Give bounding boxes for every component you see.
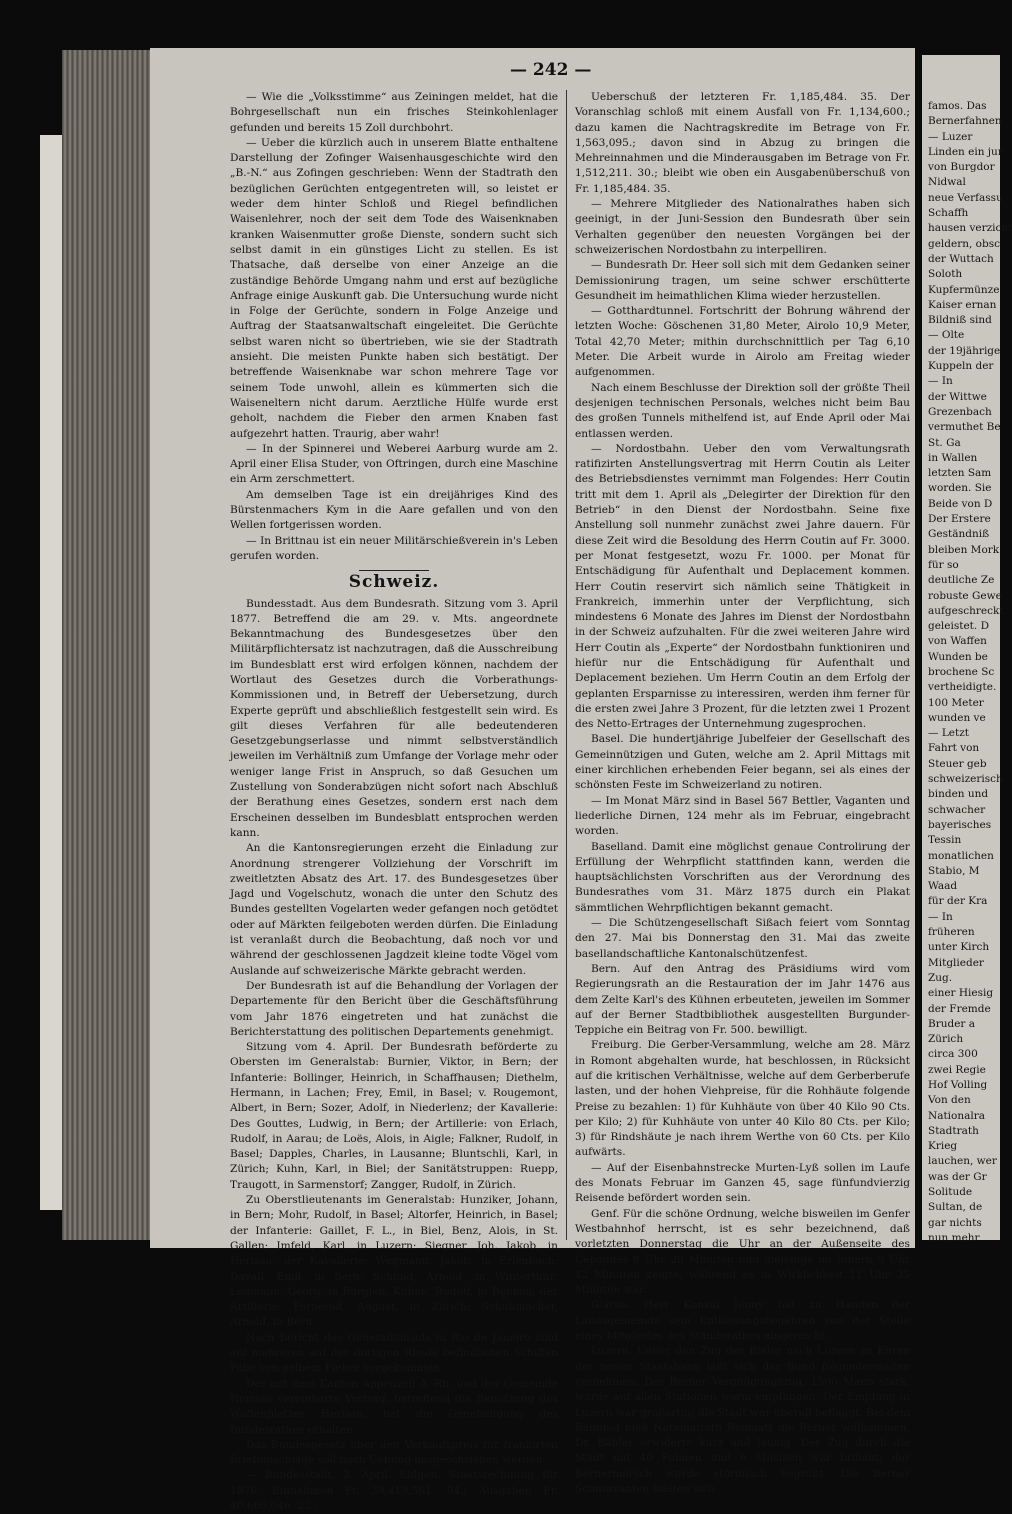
section-divider	[359, 570, 429, 571]
column-right-articles	[575, 90, 910, 1497]
facing-page-line: wunden ve	[922, 711, 1000, 726]
facing-page-line: vertheidigte.	[922, 680, 1000, 695]
facing-page-line: der Wittwe	[922, 390, 1000, 405]
article-paragraph: An die Kantonsregierungen erzeht die Einladung zur Anordnung strengerer Vollziehung der Vorschrift im zweitletzten Absatz des Art. 17. des Bundesgesetzes über Jagd und Vogelschutz, wonach die unter den Schutz des Bundes gestellten Vogelarten weder gefangen noch getödtet oder auf Märkten feilgeboten werden dürfen. Die Einladung ist veranlaßt durch die Beobachtung, daß noch vor und während der geschlossenen Jagdzeit kleine todte Vögel vom Auslande auf schweizerische Märkte gebracht werden.	[230, 841, 558, 979]
facing-page-line: Stabio, M	[922, 864, 1000, 879]
facing-page-line: Wunden be	[922, 650, 1000, 665]
column-left-bottom-articles	[230, 597, 558, 1514]
article-paragraph: — Gotthardtunnel. Fortschritt der Bohrung während der letzten Woche: Göschenen 31,80 Meter, Airolo 10,9 Meter, Total 42,70 Meter; mithin durchschnittlich per Tag 6,10 Meter. Die Arbeit wurde in Airolo am Freitag wieder aufgenommen.	[575, 304, 910, 380]
facing-page-line: Steuer geb	[922, 757, 1000, 772]
article-paragraph: Freiburg. Die Gerber-Versammlung, welche am 28. März in Romont abgehalten wurde, hat beschlossen, in Rücksicht auf die kritischen Verhältnisse, welche auf dem Gerberberufe lasten, und der hohen Viehpreise, für die Rohhäute folgende Preise zu bezahlen: 1) für Kuhhäute von über 40 Kilo 90 Cts. per Kilo; 2) für Kuhhäute von unter 40 Kilo 80 Cts. per Kilo; 3) für Rindshäute je nach ihrem Werthe von 60 Cts. per Kilo aufwärts.	[575, 1038, 910, 1160]
facing-page-line: der Wuttach	[922, 252, 1000, 267]
facing-page-line: der 19jährige	[922, 344, 1000, 359]
article-paragraph: — Bundesrath Dr. Heer soll sich mit dem Gedanken seiner Demissionirung tragen, um seine schwer erschütterte Gesundheit im heimathlichen Klima wieder herzustellen.	[575, 258, 910, 304]
facing-page-line: zwei Regie	[922, 1063, 1000, 1078]
column-left	[230, 90, 558, 1514]
facing-page-line: Von den	[922, 1093, 1000, 1108]
facing-page-line: lauchen, wer	[922, 1154, 1000, 1169]
article-paragraph: Der Bundesrath ist auf die Behandlung der Vorlagen der Departemente für den Bericht über die Geschäftsführung vom Jahr 1876 eingetreten und hat zunächst die Berichterstattung des politischen Departements genehmigt.	[230, 979, 558, 1040]
facing-page-line: früheren	[922, 925, 1000, 940]
facing-page-line: in Wallen	[922, 451, 1000, 466]
article-paragraph: Sitzung vom 4. April. Der Bundesrath beförderte zu Obersten im Generalstab: Burnier, Viktor, in Bern; der Infanterie: Bollinger, Heinrich, in Schaffhausen; Diethelm, Hermann, in Lachen; Frey, Emil, in Basel; v. Rougemont, Albert, in Bern; Sozer, Adolf, in Niederlenz; der Kavallerie: Des Gouttes, Ludwig, in Bern; der Artillerie: von Erlach, Rudolf, in Aarau; de Loës, Alois, in Aigle; Falkner, Rudolf, in Basel; Dapples, Charles, in Lausanne; Bluntschli, Karl, in Zürich; Kuhn, Karl, in Biel; der Sanitätstruppen: Ruepp, Traugott, in Sarmenstorf; Zangger, Rudolf, in Zürich.	[230, 1040, 558, 1193]
facing-page-line: Fahrt von	[922, 741, 1000, 756]
page-number: — 242 —	[510, 60, 591, 80]
facing-page-line: gar nichts	[922, 1216, 1000, 1231]
facing-page-line: Hof Volling	[922, 1078, 1000, 1093]
article-paragraph: Glarus. Herr Konsul Jenny hat zu Handen der Landsgemeinde sein Entlassungsbegehren von der Stelle eines Mitgliedes des Ständerathes eingereicht.	[575, 1298, 910, 1344]
book-page-stack-left	[40, 135, 64, 1210]
article-paragraph: Basel. Die hundertjährige Jubelfeier der Gesellschaft des Gemeinnützigen und Guten, welche am 2. April Mittags mit einer kirchlichen erhebenden Feier begann, sei als eines der schönsten Feste im Schweizerland zu notiren.	[575, 732, 910, 793]
facing-page-line: schwacher	[922, 803, 1000, 818]
facing-page-line: von Waffen	[922, 634, 1000, 649]
facing-page-line: einer Hiesig	[922, 986, 1000, 1001]
column-left-top-articles	[230, 90, 558, 564]
article-paragraph: — Bundesstadt, 2. April. Eidgen. Staatsrechnung für 1876. Einnahmen Fr. 39,419,561. 94.; Ausgaben Fr. 40,605,046. 22.;	[230, 1468, 558, 1514]
facing-page-line: Nationalra	[922, 1109, 1000, 1124]
facing-page-line: neue Verfassu	[922, 191, 1000, 206]
facing-page-line: — Olte	[922, 328, 1000, 343]
article-paragraph: — Mehrere Mitglieder des Nationalrathes haben sich geeinigt, in der Juni-Session den Bundesrath über sein Verhalten gegenüber den neuesten Vorgängen bei der schweizerischen Nordostbahn zu interpelliren.	[575, 197, 910, 258]
facing-page-line: letzten Sam	[922, 466, 1000, 481]
facing-page-line: circa 300	[922, 1047, 1000, 1062]
facing-page-line: hausen verzicht	[922, 221, 1000, 236]
facing-page-line: Stadtrath	[922, 1124, 1000, 1139]
facing-page-line: monatlichen	[922, 849, 1000, 864]
facing-page-line: Geständniß	[922, 527, 1000, 542]
facing-page-line: nun mehr	[922, 1231, 1000, 1246]
article-paragraph: — Wie die „Volksstimme“ aus Zeiningen meldet, hat die Bohrgesellschaft nun ein frisches Steinkohlenlager gefunden und bereits 15 Zoll durchbohrt.	[230, 90, 558, 136]
article-paragraph: — In der Spinnerei und Weberei Aarburg wurde am 2. April einer Elisa Studer, von Oftringen, durch eine Maschine ein Arm zerschmettert.	[230, 442, 558, 488]
article-paragraph: Das Bundesgesetz über den Verkaufspreis für frankirten Briefumschläge soll nach Uebung ausgeschrieben werden.	[230, 1438, 558, 1469]
facing-page-line: Beide von D	[922, 497, 1000, 512]
article-paragraph: — Auf der Eisenbahnstrecke Murten-Lyß sollen im Laufe des Monats Februar im Ganzen 45, sage fünfundvierzig Reisende befördert worden sein.	[575, 1161, 910, 1207]
facing-page-line: Bernerfahnen	[922, 114, 1000, 129]
facing-page-line: der Fremde	[922, 1002, 1000, 1017]
facing-page-line: für so	[922, 558, 1000, 573]
facing-page-line: für der Kra	[922, 894, 1000, 909]
facing-page-line: aufgeschreckt	[922, 604, 1000, 619]
article-paragraph: Luzern. Ueber den Zug der Bieler nach Luzern zu Ehren der neuen Staatsbahn läßt sich der Bund folgendermaßen vernehmen: Der Berner Vergnügungszug, 1500 Mann stark, wurde auf allen Stationen warm empfangen. Der Empfang in Luzern war großartig; die Stadt war überall beflaggt. Bei dem Bahnhof hieß Nationalrath Bonmatt die Berner willkommen. Dr. Bähler erwiderte kurz und launig. Der Zug durch die Stadt mit 40 Fahnen und 6 Musiken war brillant; der Bernermarsch wurde stürmisch begrüßt. Die Berner Schnurranten hielten sich	[575, 1344, 910, 1497]
facing-page-line: Krieg	[922, 1139, 1000, 1154]
article-paragraph: Ueberschuß der letzteren Fr. 1,185,484. 35. Der Voranschlag schloß mit einem Ausfall von Fr. 1,134,600.; dazu kamen die Nachtragskredite im Betrage von Fr. 1,563,095.; davon sind in Abzug zu bringen die Mehreinnahmen und die Minderausgaben im Betrage von Fr. 1,512,211. 30.; bleibt wie oben ein Ausgabenüberschuß von Fr. 1,185,484. 35.	[575, 90, 910, 197]
facing-page-line: schweizerisch	[922, 772, 1000, 787]
facing-page-line: geleistet. D	[922, 619, 1000, 634]
facing-page-line: von Burgdor	[922, 160, 1000, 175]
facing-page-line: Bruder a	[922, 1017, 1000, 1032]
article-paragraph: Baselland. Damit eine möglichst genaue Controlirung der Erfüllung der Wehrpflicht stattfinden kann, werden die hauptsächlichsten Vorschriften aus der Verordnung des Bundesrathes vom 31. März 1875 durch ein Plakat sämmtlichen Wehrpflichtigen bekannt gemacht.	[575, 840, 910, 916]
facing-page-line: Kupfermünze	[922, 283, 1000, 298]
facing-page-line: brochene Sc	[922, 665, 1000, 680]
article-paragraph: Nach einem Beschlusse der Direktion soll der größte Theil desjenigen technischen Personals, welches nicht beim Bau des großen Tunnels mithelfend ist, auf Ende April oder Mai entlassen werden.	[575, 381, 910, 442]
facing-page-line: Bildniß sind	[922, 313, 1000, 328]
facing-page-line: bayerisches	[922, 818, 1000, 833]
facing-page-line: Sultan, de	[922, 1200, 1000, 1215]
article-paragraph: — Im Monat März sind in Basel 567 Bettler, Vaganten und liederliche Dirnen, 124 mehr als im Februar, eingebracht worden.	[575, 794, 910, 840]
section-title: Schweiz.	[230, 575, 558, 590]
facing-page-line: Kaiser ernan	[922, 298, 1000, 313]
facing-page-line: — Luzer	[922, 130, 1000, 145]
book-page-edges	[62, 50, 158, 1240]
article-paragraph: Bundesstadt. Aus dem Bundesrath. Sitzung vom 3. April 1877. Betreffend die am 29. v. Mts. angeordnete Bekanntmachung des Bundesgesetzes über den Militärpflichtersatz ist nachzutragen, daß die Ausschreibung im Bundesblatt erst wird erfolgen können, nachdem der Wortlaut des Gesetzes durch die Vorberathungs-Kommissionen und, in Betreff der Uebersetzung, durch Experte geprüft und abschließlich festgestellt sein wird. Es gilt dieses Verfahren für alle bedeutenderen Gesetzgebungserlasse und nimmt selbstverständlich jeweilen im Verhältniß zum Umfange der Vorlage mehr oder weniger lange Frist in Anspruch, so daß Gesuchen um Zustellung von Sonderabzügen nicht sofort nach Abschluß der Berathung eines Gesetzes, sondern erst nach dem Erscheinen desselben im Bundesblatt entsprochen werden kann.	[230, 597, 558, 842]
article-paragraph: Bern. Auf den Antrag des Präsidiums wird vom Regierungsrath an die Restauration der im Jahr 1476 aus dem Zelte Karl's des Kühnen erbeuteten, jeweilen im Sommer auf der Berner Stadtbibliothek ausgestellten Burgunder-Teppiche ein Beitrag von Fr. 500. bewilligt.	[575, 962, 910, 1038]
facing-page-line: Grezenbach	[922, 405, 1000, 420]
facing-page-line: deutliche Ze	[922, 573, 1000, 588]
facing-page-line: famos. Das	[922, 99, 1000, 114]
article-paragraph: Zu Oberstlieutenants im Generalstab: Hunziker, Johann, in Bern; Mohr, Rudolf, in Basel; Altorfer, Heinrich, in Basel; der Infanterie: Gaillet, F. L., in Biel, Benz, Alois, in St. Gallen; Imfeld, Karl, in Luzern; Siegner, Joh. Jakob, in Herisau; der Kavallerie: Wegmann, Jakob, in Erlenbach; Davall, Emil, in Bern; Schmid, Arnold, in Winterthur; Leumann, Georg, in Bürglen; Kühne, Rudolf, in Benken; der Artillerie: Fornerod, August, in Zürich; Schuhmacher, Arnold, in Bern.	[230, 1193, 558, 1331]
facing-page-line: — In	[922, 910, 1000, 925]
article-paragraph: — Ueber die kürzlich auch in unserem Blatte enthaltene Darstellung der Zofinger Waisenhausgeschichte wird den „B.-N.“ aus Zofingen geschrieben: Wenn der Stadtrath den bezüglichen Gerüchten entgegentreten will, so leistet er weder dem hinter Schloß und Riegel befindlichen Waisenlehrer, noch der seit dem Tode des Waisenknaben kranken Waisenmutter große Dienste, sondern sucht sich selbst damit in ein günstiges Licht zu stellen. Es ist Thatsache, daß derselbe von einer Anzeige an die zuständige Behörde Umgang nahm und erst auf bezügliche Anfrage einige Auskunft gab. Die Untersuchung wurde nicht in Folge der Gerüchte, sondern in Folge Anzeige und Auftrag der Staatsanwaltschaft eingeleitet. Die Gerüchte selbst waren nicht so übertrieben, wie sie der Stadtrath ansieht. Die meisten Punkte haben sich bestätigt. Der betreffende Waisenknabe war schon mehrere Tage vor seinem Tode unwohl, allein es kümmerten sich die Waiseneltern nicht darum. Aerztliche Hülfe wurde erst geholt, nachdem die Fieber den armen Knaben fast aufgezehrt hatten. Traurig, aber wahr!	[230, 136, 558, 442]
facing-page-line: Zürich	[922, 1032, 1000, 1047]
facing-page-line: bleiben Mork	[922, 543, 1000, 558]
column-divider	[566, 90, 567, 1240]
facing-page-line: Waad	[922, 879, 1000, 894]
article-paragraph: — Die Schützengesellschaft Sißach feiert vom Sonntag den 27. Mai bis Donnerstag den 31. Mai das zweite basellandschaftliche Kantonalschützenfest.	[575, 916, 910, 962]
facing-page-line: Linden ein jur	[922, 145, 1000, 160]
article-paragraph: — Nordostbahn. Ueber den vom Verwaltungsrath ratifizirten Anstellungsvertrag mit Herrn Coutin als Leiter des Betriebsdienstes vernimmt man Folgendes: Herr Coutin tritt mit dem 1. April als „Delegirter der Direktion für den Betrieb“ in den Dienst der Nordostbahn. Seine fixe Anstellung soll nunmehr zunächst zwei Jahre dauern. Für diese Zeit wird die Besoldung des Herrn Coutin auf Fr. 3000. per Monat festgesetzt, wozu Fr. 1000. per Monat für Entschädigung für Aufenthalt und Deplacement kommen. Herr Coutin reservirt sich nämlich seine Thätigkeit in Frankreich, immerhin unter der Verpflichtung, sich mindestens 6 Monate des Jahres im Dienst der Nordostbahn in der Schweiz aufzuhalten. Für die zwei weiteren Jahre wird Herr Coutin als „Experte“ der Nordostbahn funktioniren und hiefür nur die Entschädigung für Aufenthalt und Deplacement beziehen. Um Herrn Coutin an dem Erfolg der geplanten Ersparnisse zu interessiren, werden ihm ferner für die ersten zwei Jahre 3 Prozent, für die letzten zwei 1 Prozent des Netto-Ertrages der Unternehmung zugesprochen.	[575, 442, 910, 733]
facing-page-line: Kuppeln der	[922, 359, 1000, 374]
article-paragraph: Genf. Für die schöne Ordnung, welche bisweilen im Genfer Westbahnhof herrscht, ist es sehr bezeichnend, daß vorletzten Donnerstag die Uhr an der Außenseite des Gebäudes 8 Uhr 20 Minuten und diejenige im Innern 9 Uhr 12 Minuten zeigte, während es in Wirklichkeit 11 Uhr 35 Minuten war.	[575, 1207, 910, 1299]
facing-page-line: — Letzt	[922, 726, 1000, 741]
facing-page-line: robuste Gewe	[922, 589, 1000, 604]
facing-page-line: Tessin	[922, 833, 1000, 848]
facing-page-line: — In	[922, 374, 1000, 389]
facing-page-line: St. Ga	[922, 436, 1000, 451]
facing-page-line: worden. Sie	[922, 481, 1000, 496]
facing-page-line: Der Erstere	[922, 512, 1000, 527]
facing-page-line: Schaffh	[922, 206, 1000, 221]
facing-page-fragment	[922, 55, 1000, 1240]
article-paragraph: — In Brittnau ist ein neuer Militärschießverein in's Leben gerufen worden.	[230, 534, 558, 565]
newspaper-page	[150, 48, 915, 1248]
facing-page-line: geldern, obsc	[922, 237, 1000, 252]
article-paragraph: Der mit dem Kanton Appenzell A.-Rh. und der Gemeinde Herisau vereinbarte Vertrag, betreffend die Benutzung des Waffenplatzes Herisau, hat die Genehmigung des Bundesrathes erhalten.	[230, 1377, 558, 1438]
article-paragraph: Am demselben Tage ist ein dreijähriges Kind des Bürstenmachers Kym in die Aare gefallen und von den Wellen fortgerissen worden.	[230, 488, 558, 534]
facing-page-line: Zug.	[922, 971, 1000, 986]
facing-page-line: binden und	[922, 787, 1000, 802]
facing-page-line: 100 Meter	[922, 696, 1000, 711]
facing-page-line: Mitglieder	[922, 956, 1000, 971]
facing-page-line: unter Kirch	[922, 940, 1000, 955]
facing-page-line: Solitude	[922, 1185, 1000, 1200]
facing-page-line: Soloth	[922, 267, 1000, 282]
column-right	[575, 90, 910, 1497]
article-paragraph: Nach Bericht des Generalkonsuls in Rio de Janeiro sind auf mehreren auf der dortigen Rhede befindlichen Schiffen Fälle von gelbem Fieber vorgekommen.	[230, 1331, 558, 1377]
facing-page-lines	[922, 55, 1000, 1246]
facing-page-line: vermuthet Be	[922, 420, 1000, 435]
facing-page-line: Nidwal	[922, 175, 1000, 190]
facing-page-line: was der Gr	[922, 1170, 1000, 1185]
